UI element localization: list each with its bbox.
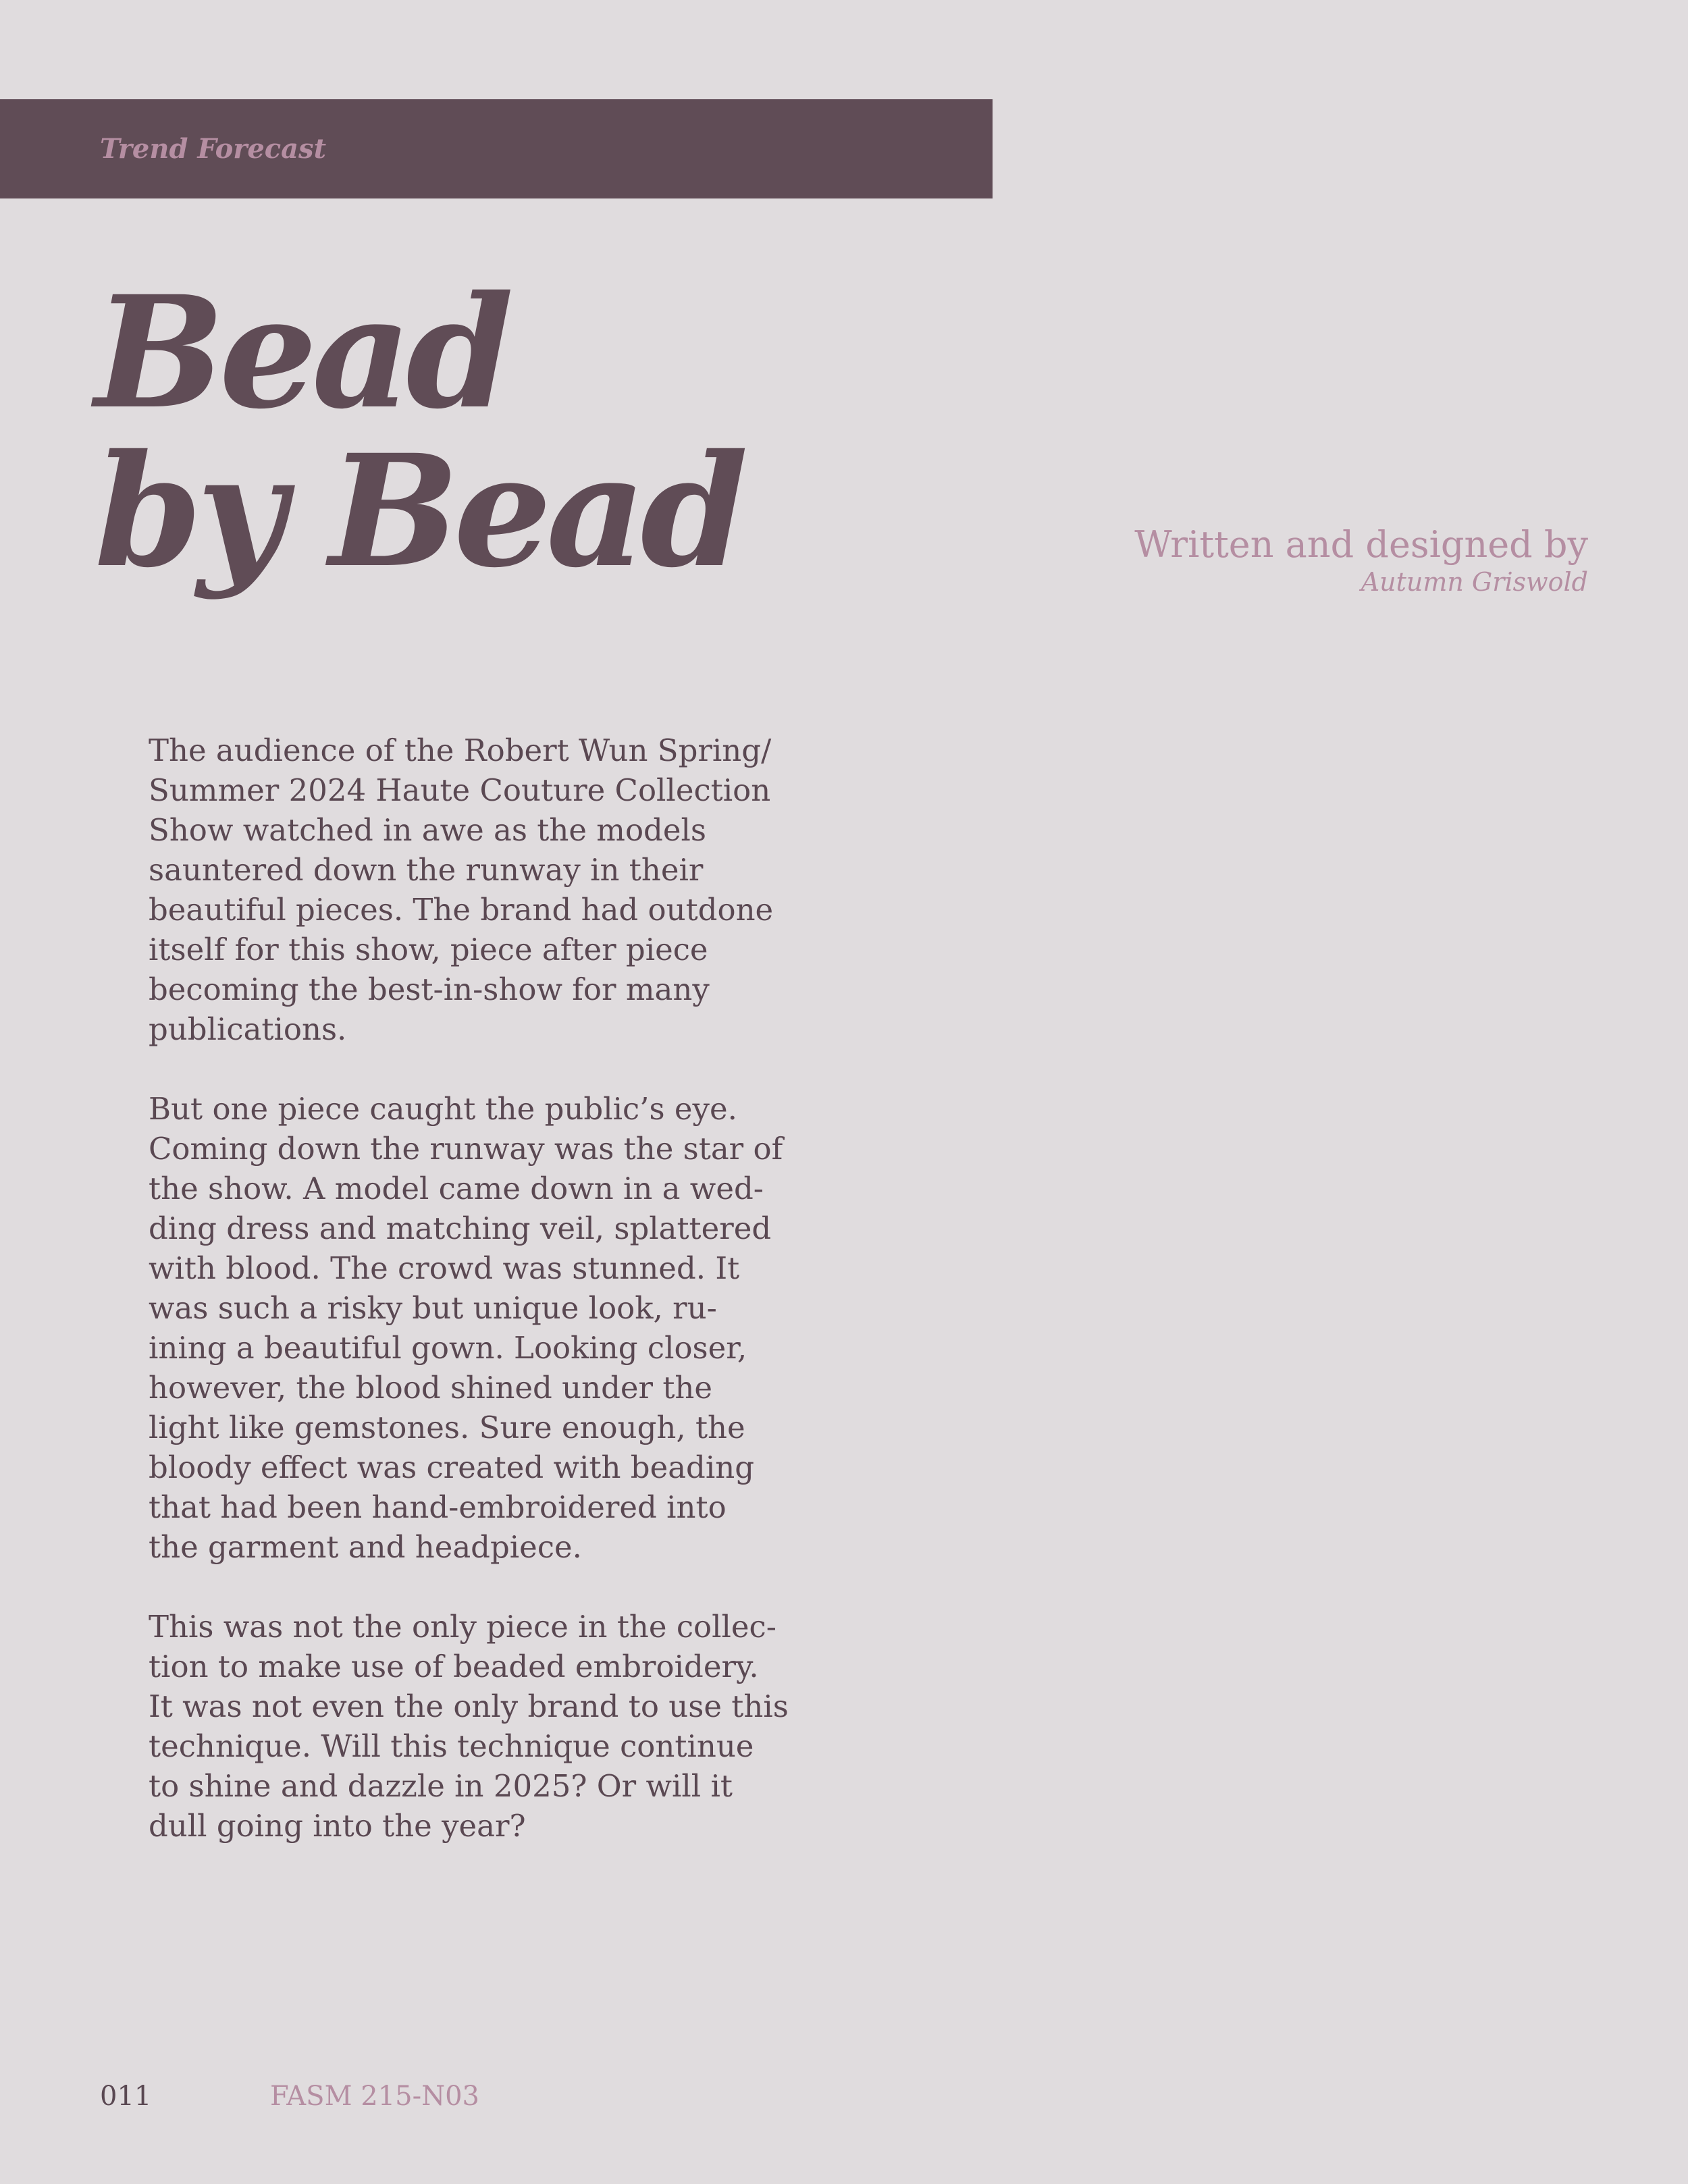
paragraph [149, 1607, 789, 1846]
text-line: It was not even the only brand to use this [149, 1688, 789, 1724]
text-line: ining a beautiful gown. Looking closer, [149, 1330, 747, 1366]
text-line: bloody effect was created with beading [149, 1449, 755, 1485]
text-line: tion to make use of beaded embroidery. [149, 1649, 759, 1684]
text-line: to shine and dazzle in 2025? Or will it [149, 1768, 733, 1804]
text-line: ding dress and matching veil, splattered [149, 1210, 772, 1246]
text-line: becoming the best-in-show for many [149, 971, 710, 1007]
paragraph [149, 730, 774, 1049]
text-line: sauntered down the runway in their [149, 852, 704, 888]
text-line: The audience of the Robert Wun Spring/ [149, 733, 772, 768]
page-number: 011 [100, 2081, 152, 2112]
section-label: Trend Forecast [100, 133, 327, 165]
text-line: Show watched in awe as the models [149, 812, 706, 848]
text-line: with blood. The crowd was stunned. It [149, 1250, 740, 1286]
text-line: technique. Will this technique continue [149, 1728, 754, 1764]
byline [1134, 523, 1588, 597]
article-body [149, 730, 789, 1886]
text-line: dull going into the year? [149, 1808, 526, 1844]
publication-code: FASM 215-N03 [270, 2081, 479, 2112]
text-line: however, the blood shined under the [149, 1370, 713, 1406]
paragraph [149, 1089, 783, 1567]
text-line: Summer 2024 Haute Couture Collection [149, 772, 771, 808]
article-title-line-1: Bead [95, 262, 508, 443]
article-title [95, 262, 743, 602]
article-title-line-2: by Bead [95, 421, 743, 602]
byline-label: Written and designed by [1134, 523, 1588, 566]
text-line: itself for this show, piece after piece [149, 932, 708, 967]
text-line: the garment and headpiece. [149, 1529, 582, 1565]
text-line: light like gemstones. Sure enough, the [149, 1410, 745, 1445]
text-line: beautiful pieces. The brand had outdone [149, 892, 774, 928]
text-line: publications. [149, 1011, 347, 1047]
byline-author: Autumn Griswold [1361, 567, 1588, 597]
text-line: This was not the only piece in the collec- [149, 1609, 776, 1645]
text-line: the show. A model came down in a wed- [149, 1171, 764, 1206]
text-line: was such a risky but unique look, ru- [149, 1290, 717, 1326]
text-line: But one piece caught the public’s eye. [149, 1091, 737, 1127]
text-line: that had been hand-embroidered into [149, 1489, 727, 1525]
text-line: Coming down the runway was the star of [149, 1131, 783, 1167]
